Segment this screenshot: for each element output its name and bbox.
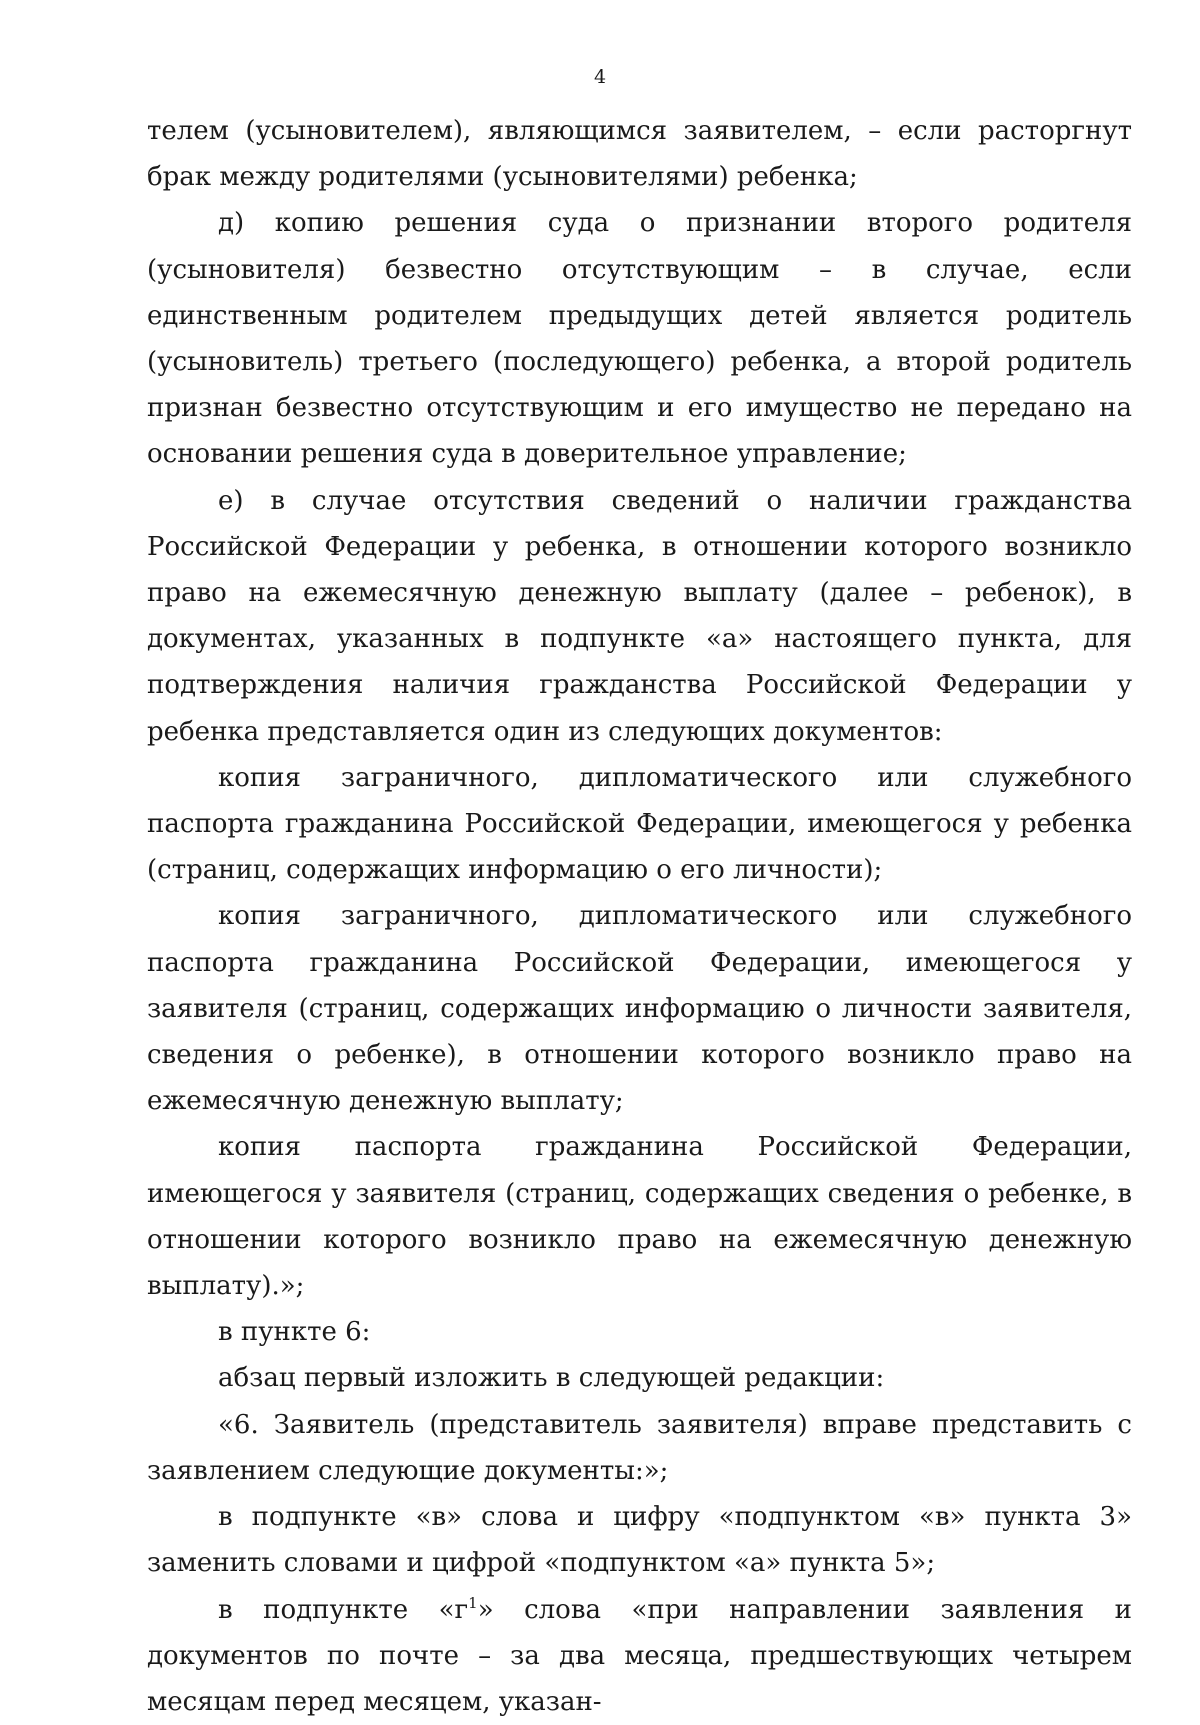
paragraph-copy-child-passport: копия заграничного, дипломатического или служебного паспорта гражданина Российской Федерации, имеющегося у ребенка (страниц, содержащих информацию о его личности); <box>147 755 1132 894</box>
paragraph-subpoint-v: в подпункте «в» слова и цифру «подпунктом «в» пункта 3» заменить словами и цифрой «подпунктом «а» пункта 5»; <box>147 1494 1132 1586</box>
paragraph-copy-citizen-passport: копия паспорта гражданина Российской Федерации, имеющегося у заявителя (страниц, содержащих сведения о ребенке, в отношении которого возникло право на ежемесячную денежную выплату).»; <box>147 1124 1132 1309</box>
paragraph-item-e: е) в случае отсутствия сведений о наличии гражданства Российской Федерации у ребенка, в отношении которого возникло право на ежемесячную денежную выплату (далее – ребенок), в документах, указанных в подпункте «а» настоящего пункта, для подтверждения наличия гражданства Российской Федерации у ребенка представляется один из следующих документов: <box>147 478 1132 755</box>
superscript-index: 1 <box>468 1594 478 1612</box>
paragraph-quote-point-6: «6. Заявитель (представитель заявителя) вправе представить с заявлением следующие документы:»; <box>147 1402 1132 1494</box>
paragraph-copy-applicant-passport: копия заграничного, дипломатического или служебного паспорта гражданина Российской Федерации, имеющегося у заявителя (страниц, содержащих информацию о личности заявителя, сведения о ребенке), в отношении которого возникло право на ежемесячную денежную выплату; <box>147 893 1132 1124</box>
paragraph-subpoint-g1 <box>147 1587 1132 1725</box>
paragraph-subpoint-g1-end: » слова «при направлении заявления и документов по почте – за два месяца, предшествующих четырем месяцам перед месяцем, указан- <box>147 1595 1132 1717</box>
paragraph-point-6: в пункте 6: <box>147 1309 1132 1355</box>
page-number: 4 <box>0 66 1200 88</box>
paragraph-continuation: телем (усыновителем), являющимся заявителем, – если расторгнут брак между родителями (усыновителями) ребенка; <box>147 108 1132 200</box>
paragraph-subpoint-g1-start: в подпункте «г <box>218 1595 468 1625</box>
document-body <box>147 108 1132 1725</box>
paragraph-first-para-amend: абзац первый изложить в следующей редакции: <box>147 1355 1132 1401</box>
paragraph-item-d: д) копию решения суда о признании второго родителя (усыновителя) безвестно отсутствующим – в случае, если единственным родителем предыдущих детей является родитель (усыновитель) третьего (последующего) ребенка, а второй родитель признан безвестно отсутствующим и его имущество не передано на основании решения суда в доверительное управление; <box>147 200 1132 477</box>
